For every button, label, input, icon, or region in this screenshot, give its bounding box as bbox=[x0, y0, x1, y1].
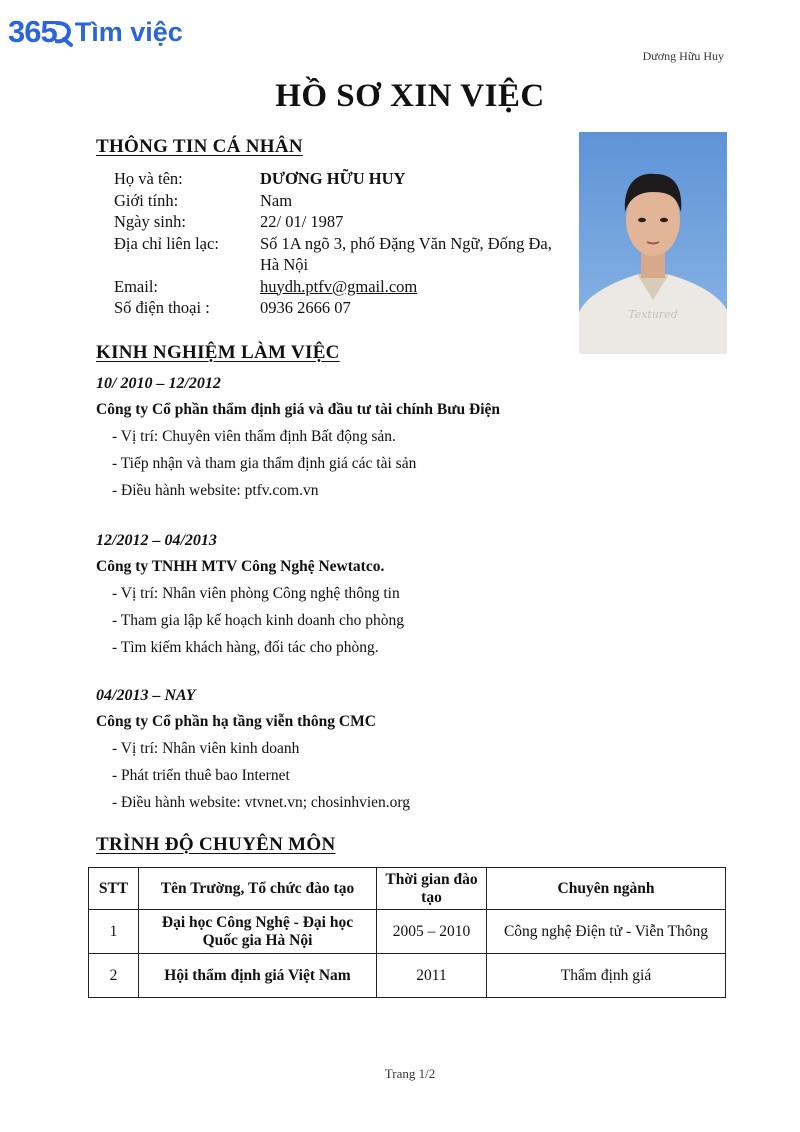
job-period: 12/2012 – 04/2013 bbox=[96, 532, 217, 549]
job-entry bbox=[96, 682, 656, 816]
info-row-name bbox=[114, 168, 584, 190]
job-period: 10/ 2010 – 12/2012 bbox=[96, 375, 221, 392]
info-value-name: DƯƠNG HỮU HUY bbox=[260, 169, 406, 188]
job-duty: - Vị trí: Chuyên viên thẩm định Bất động sản. bbox=[112, 428, 396, 445]
info-value-phone: 0936 2666 07 bbox=[260, 298, 351, 317]
table-cell: Đại học Công Nghệ - Đại học Quốc gia Hà Nội bbox=[139, 910, 377, 954]
education-table bbox=[88, 867, 726, 998]
table-header-row bbox=[89, 868, 726, 910]
table-cell: Thẩm định giá bbox=[487, 954, 726, 998]
job-entry bbox=[96, 370, 656, 504]
job-duty: - Điều hành website: vtvnet.vn; chosinhvien.org bbox=[112, 794, 411, 811]
column-header: Thời gian đào tạo bbox=[377, 868, 487, 910]
info-label: Email: bbox=[114, 276, 158, 296]
svg-text:Textured: Textured bbox=[628, 308, 678, 321]
info-value-address: Số 1A ngõ 3, phố Đặng Văn Ngữ, Đống Đa, Hà Nội bbox=[260, 233, 552, 274]
page-title: HỒ SƠ XIN VIỆC bbox=[275, 78, 545, 114]
job-duty: - Điều hành website: ptfv.com.vn bbox=[112, 482, 319, 499]
profile-photo bbox=[579, 132, 727, 354]
column-header: STT bbox=[89, 868, 139, 910]
job-entry bbox=[96, 527, 656, 661]
brand-logo[interactable] bbox=[8, 12, 183, 52]
job-duty: - Tiếp nhận và tham gia thẩm định giá các tài sản bbox=[112, 455, 417, 472]
info-row-phone bbox=[114, 297, 584, 319]
section-heading-experience: KINH NGHIỆM LÀM VIỆC bbox=[96, 342, 340, 363]
info-row-address bbox=[114, 233, 584, 276]
info-label: Giới tính: bbox=[114, 190, 179, 210]
table-cell: 1 bbox=[89, 910, 139, 954]
job-company: Công ty Cổ phần thẩm định giá và đầu tư tài chính Bưu Điện bbox=[96, 401, 501, 418]
brand-logo-number: 365 bbox=[8, 14, 57, 49]
header-name: Dương Hữu Huy bbox=[642, 49, 724, 63]
info-row-email bbox=[114, 276, 584, 298]
info-label: Địa chỉ liên lạc: bbox=[114, 233, 219, 253]
column-header: Chuyên ngành bbox=[487, 868, 726, 910]
page-number: Trang 1/2 bbox=[384, 1066, 436, 1081]
job-duty: - Tham gia lập kế hoạch kinh doanh cho phòng bbox=[112, 612, 404, 629]
info-label: Họ và tên: bbox=[114, 169, 183, 188]
section-heading-personal: THÔNG TIN CÁ NHÂN bbox=[96, 136, 303, 157]
table-row bbox=[89, 954, 726, 998]
table-cell: 2011 bbox=[377, 954, 487, 998]
table-cell: Hội thẩm định giá Việt Nam bbox=[139, 954, 377, 998]
job-duty: - Phát triển thuê bao Internet bbox=[112, 767, 290, 784]
job-company: Công ty TNHH MTV Công Nghệ Newtatco. bbox=[96, 558, 385, 575]
job-duty: - Vị trí: Nhân viên phòng Công nghệ thông tin bbox=[112, 585, 400, 602]
info-value-email[interactable]: huydh.ptfv@gmail.com bbox=[260, 276, 418, 296]
info-value-gender: Nam bbox=[260, 190, 293, 210]
table-row bbox=[89, 910, 726, 954]
job-company: Công ty Cổ phần hạ tầng viễn thông CMC bbox=[96, 713, 376, 730]
brand-logo-name: Tìm việc bbox=[74, 16, 183, 47]
personal-info bbox=[114, 168, 584, 319]
table-cell: Công nghệ Điện tử - Viễn Thông bbox=[487, 910, 726, 954]
table-cell: 2 bbox=[89, 954, 139, 998]
job-duty: - Tìm kiếm khách hàng, đối tác cho phòng. bbox=[112, 639, 379, 656]
magnifier-swoosh-icon bbox=[55, 17, 73, 47]
column-header: Tên Trường, Tổ chức đào tạo bbox=[139, 868, 377, 910]
info-row-birthdate bbox=[114, 211, 584, 233]
info-label: Ngày sinh: bbox=[114, 212, 186, 231]
info-row-gender bbox=[114, 190, 584, 212]
table-cell: 2005 – 2010 bbox=[377, 910, 487, 954]
job-period: 04/2013 – NAY bbox=[96, 687, 196, 704]
info-label: Số điện thoại : bbox=[114, 298, 210, 317]
section-heading-education: TRÌNH ĐỘ CHUYÊN MÔN bbox=[96, 834, 336, 855]
job-duty: - Vị trí: Nhân viên kinh doanh bbox=[112, 740, 300, 757]
info-value-birthdate: 22/ 01/ 1987 bbox=[260, 212, 344, 231]
